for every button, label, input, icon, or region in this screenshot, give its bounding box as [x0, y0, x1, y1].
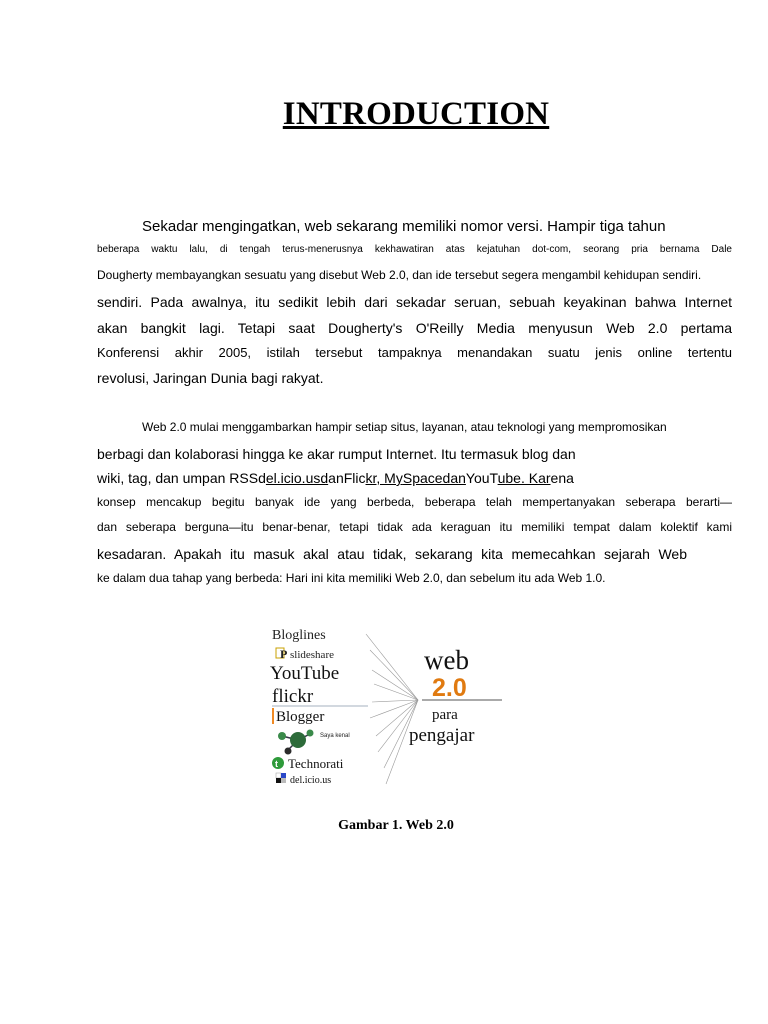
connector-line	[372, 700, 418, 702]
slideshare-label: slideshare	[290, 649, 334, 661]
line-3-segment: d	[258, 470, 266, 486]
line-3-segment: ena	[550, 470, 574, 486]
blogger-icon	[272, 708, 274, 724]
youtube-link[interactable]: ube. Kar	[497, 470, 551, 486]
figure-caption: Gambar 1. Web 2.0	[338, 818, 454, 833]
line-3-segment: anFlic	[328, 470, 366, 486]
connector-line	[372, 670, 418, 700]
technorati-icon	[272, 757, 284, 769]
logo-web: web	[424, 645, 469, 675]
paragraph-1-line-4: sendiri. Pada awalnya, itu sedikit lebih dari sekadar seruan, sebuah keyakinan bahwa Internet	[97, 294, 732, 310]
logo-para: para	[432, 707, 458, 723]
paragraph-1-line-7: revolusi, Jaringan Dunia bagi rakyat.	[97, 370, 324, 386]
connector-line	[370, 650, 418, 700]
youtube-label: YouTube	[270, 663, 340, 684]
blogger-label: Blogger	[276, 709, 325, 725]
paragraph-1-line-6: Konferensi akhir 2005, istilah tersebut tampaknya menandakan suatu jenis online tertentu	[97, 345, 732, 360]
technorati-t-glyph: t	[275, 759, 278, 769]
saya-kenal-label: Saya kenal	[320, 733, 350, 739]
logo-version: 2.0	[432, 674, 467, 702]
delicious-label: del.icio.us	[290, 775, 332, 786]
paragraph-1-line-1: Sekadar mengingatkan, web sekarang memiliki nomor versi. Hampir tiga tahun	[142, 218, 666, 235]
line-3-segment: wiki, tag, dan umpan RSS	[97, 470, 259, 486]
page-title: INTRODUCTION	[282, 96, 550, 132]
logo-pengajar: pengajar	[409, 725, 475, 746]
connector-line	[366, 634, 418, 700]
paragraph-2-line-1: Web 2.0 mulai menggambarkan hampir setiap situs, layanan, atau teknologi yang mempromosikan	[142, 420, 667, 434]
paragraph-1-line-3: Dougherty membayangkan sesuatu yang disebut Web 2.0, dan ide tersebut segera mengambil kehidupan sendiri.	[97, 268, 702, 282]
paragraph-2-line-7: ke dalam dua tahap yang berbeda: Hari ini kita memiliki Web 2.0, dan sebelum itu ada Web 1.0.	[97, 571, 606, 585]
paragraph-1-line-5: akan bangkit lagi. Tetapi saat Dougherty's O'Reilly Media menyusun Web 2.0 pertama	[97, 320, 732, 336]
line-3-segment: YouT	[465, 470, 498, 486]
paragraph-2-line-3	[97, 470, 732, 487]
slideshare-p-glyph: P	[280, 647, 288, 661]
flickr-label: flickr	[272, 686, 314, 707]
molecule-icon	[278, 730, 314, 755]
myspace-link[interactable]: Spacedan	[402, 470, 466, 486]
delicious-link[interactable]: el.icio.usd	[265, 470, 329, 486]
technorati-label: Technorati	[288, 756, 344, 771]
paragraph-2-line-2: berbagi dan kolaborasi hingga ke akar rumput Internet. Itu termasuk blog dan	[97, 446, 576, 462]
delicious-icon	[276, 773, 286, 783]
web20-illustration	[266, 620, 510, 790]
web20-figure	[266, 620, 510, 790]
paragraph-2-line-6: kesadaran. Apakah itu masuk akal atau tidak, sekarang kita memecahkan sejarah Web	[97, 546, 687, 562]
paragraph-1-line-2: beberapa waktu lalu, di tengah terus-menerusnya kekhawatiran atas kejatuhan dot-com, seorang pria bernama Dale	[97, 244, 732, 255]
paragraph-2-line-5: dan seberapa berguna—itu benar-benar, tetapi tidak ada keraguan itu memiliki tempat dalam kolektif kami	[97, 520, 732, 534]
flickr-link[interactable]: kr, My	[365, 470, 403, 486]
paragraph-2-line-4: konsep mencakup begitu banyak ide yang berbeda, beberapa telah mempertanyakan seberapa berarti—	[97, 495, 732, 509]
bloglines-label: Bloglines	[272, 628, 326, 643]
